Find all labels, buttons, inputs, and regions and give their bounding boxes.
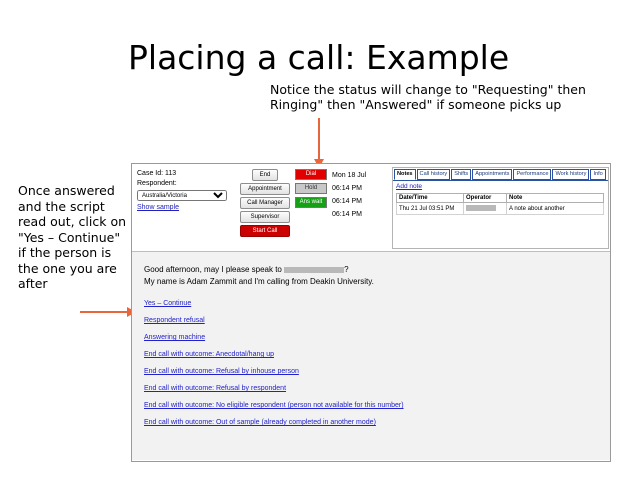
option-refusal-inhouse[interactable]: End call with outcome: Refusal by inhouse person <box>144 368 299 375</box>
tab-info[interactable]: Info <box>590 169 605 180</box>
region-select[interactable] <box>137 190 227 201</box>
column-header-note: Note <box>507 194 604 203</box>
date-label: Mon 18 Jul <box>332 172 367 179</box>
time-column <box>332 169 388 221</box>
tab-notes[interactable]: Notes <box>394 169 416 180</box>
arrow-right-icon <box>80 311 128 313</box>
cell-datetime: Thu 21 Jul 03:51 PM <box>397 203 464 215</box>
annotation-top: Notice the status will change to "Requesting" then Ringing" then "Answered" if someone picks up <box>270 82 586 112</box>
call-action-buttons <box>240 169 292 239</box>
option-respondent-refusal[interactable]: Respondent refusal <box>144 317 205 324</box>
status-chips <box>295 169 327 211</box>
column-header-operator: Operator <box>464 194 507 203</box>
tab-performance[interactable]: Performance <box>513 169 551 180</box>
script-line-1 <box>144 264 374 276</box>
arrow-down-icon <box>318 118 320 160</box>
time-label-3: 06:14 PM <box>332 211 362 218</box>
app-screenshot <box>131 163 611 462</box>
supervisor-button[interactable]: Supervisor <box>240 211 290 223</box>
annotation-left: Once answered and the script read out, click on "Yes – Continue" if the person is the one you are after <box>18 183 127 291</box>
option-out-of-sample[interactable]: End call with outcome: Out of sample (already completed in another mode) <box>144 419 376 426</box>
cell-operator <box>464 203 507 215</box>
tab-shifts[interactable]: Shifts <box>451 169 471 180</box>
tab-work-history[interactable]: Work history <box>552 169 589 180</box>
appointment-button[interactable]: Appointment <box>240 183 290 195</box>
time-label-2: 06:14 PM <box>332 198 362 205</box>
script-line-2: My name is Adam Zammit and I'm calling from Deakin University. <box>144 277 374 286</box>
table-header-row <box>397 194 604 203</box>
option-yes-continue[interactable]: Yes – Continue <box>144 300 192 307</box>
time-label-1: 06:14 PM <box>332 185 362 192</box>
column-header-datetime: Date/Time <box>397 194 464 203</box>
script-line-1-suffix: ? <box>344 265 349 274</box>
status-badge-hold: Hold <box>295 183 327 194</box>
show-sample-link[interactable]: Show sample <box>137 204 180 211</box>
page-title: Placing a call: Example <box>128 38 510 77</box>
redaction-bar-name <box>284 267 344 273</box>
script-text <box>144 264 374 288</box>
tab-bar <box>393 168 608 181</box>
script-area <box>132 252 610 460</box>
info-panel <box>392 167 609 249</box>
script-options <box>144 300 404 436</box>
script-line-1-prefix: Good afternoon, may I please speak to <box>144 265 285 274</box>
add-note-link[interactable]: Add note <box>396 183 423 190</box>
case-id-label: Case Id: 113 <box>137 170 177 177</box>
start-call-button[interactable]: Start Call <box>240 225 290 237</box>
respondent-label: Respondent: <box>137 180 177 187</box>
notes-panel <box>393 181 608 217</box>
notes-table <box>396 193 604 215</box>
end-button[interactable]: End <box>252 169 278 181</box>
option-no-eligible-respondent[interactable]: End call with outcome: No eligible respondent (person not available for this number) <box>144 402 404 409</box>
app-header <box>132 164 610 252</box>
redaction-bar <box>466 205 496 211</box>
status-badge-dial: Dial <box>295 169 327 180</box>
cell-note: A note about another <box>507 203 604 215</box>
call-manager-button[interactable]: Call Manager <box>240 197 290 209</box>
option-anecdotal-hangup[interactable]: End call with outcome: Anecdotal/hang up <box>144 351 274 358</box>
status-badge-answer-wait: Ans wait <box>295 197 327 208</box>
table-row[interactable] <box>397 203 604 215</box>
tab-appointments[interactable]: Appointments <box>472 169 512 180</box>
option-answering-machine[interactable]: Answering machine <box>144 334 206 341</box>
option-refusal-respondent[interactable]: End call with outcome: Refusal by respondent <box>144 385 287 392</box>
tab-call-history[interactable]: Call history <box>417 169 451 180</box>
case-info <box>137 169 232 213</box>
